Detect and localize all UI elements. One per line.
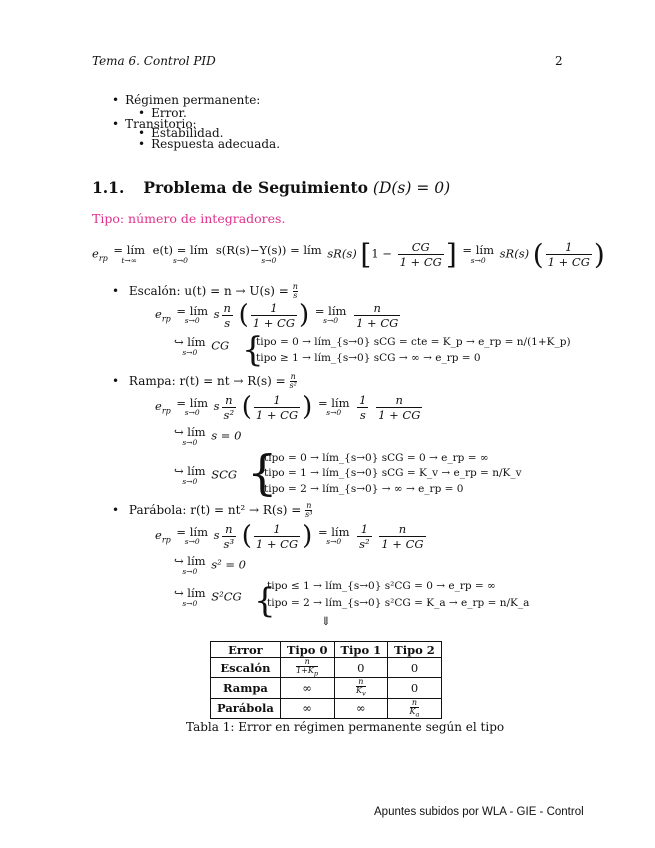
rampa-brace: { (247, 445, 278, 501)
table-caption: Tabla 1: Error en régimen permanente según el tipo (186, 720, 505, 734)
escalon-brace: { (242, 330, 264, 370)
bullet-escalon: • Escalón: u(t) = n → U(s) = $\frac{n}{s}$ (112, 283, 298, 300)
table-header-row (211, 642, 442, 658)
down-arrow: ⇓ (321, 614, 331, 628)
section-condition: (D(s) = 0) (372, 179, 451, 197)
table-cell: ∞ (280, 678, 334, 698)
row-label: Parábola (211, 698, 281, 718)
bullet-rampa: • Rampa: r(t) = nt → R(s) = $\frac{n}{\text{s²}}$ (112, 373, 297, 390)
parabola-eq1: $e_{rp}$ = lím s→0 s $\frac{n}{\text{s³}}$ ( $\frac{1}{1 + CG}$ ) = lím s→0 $\frac{1}{\text{s²}}$ $\frac{n}{1 + CG}$ (155, 521, 424, 551)
section-number: 1.1. (92, 178, 125, 197)
error-table (210, 641, 442, 719)
table-row (211, 698, 442, 718)
table-row (211, 678, 442, 698)
rampa-eq3: ↪ lím s→0 SCG (174, 464, 238, 486)
table-header: Tipo 1 (334, 642, 388, 658)
table-cell: 0 (388, 678, 442, 698)
table-cell: ∞ (280, 698, 334, 718)
section-title: Problema de Seguimiento (143, 178, 368, 197)
escalon-eq1: $e_{rp}$ = lím s→0 s $\frac{n}{s}$ ( $\frac{1}{1 + CG}$ ) = lím s→0 $\frac{n}{1 + CG}$ (155, 300, 399, 330)
row-label: Escalón (211, 658, 281, 678)
parabola-case-2: tipo = 2 → lím_{s→0} s²CG = K_a → e_rp = n/K_a (267, 597, 530, 609)
footer-note: Apuntes subidos por WLA - GIE - Control (374, 806, 584, 818)
parabola-case-1: tipo ≤ 1 → lím_{s→0} s²CG = 0 → e_rp = ∞ (267, 580, 496, 592)
parabola-brace: { (254, 581, 276, 621)
table-cell: $\frac{n}{1+K_p}$ (280, 658, 334, 678)
table-header: Tipo 0 (280, 642, 334, 658)
bullet-respuesta: • Respuesta adecuada. (138, 137, 280, 151)
tip-line: Tipo: número de integradores. (92, 211, 286, 226)
table-header: Error (211, 642, 281, 658)
main-equation: $e_{rp}$ = lím t→∞ e(t) = lím s→0 s(R(s)−Y(s)) = lím s→0 sR(s) [1 − $\frac{CG}{1 + CG}$ ] = lím s→0 sR(s) ( $\frac{1}{1 + CG}$ ) (92, 238, 605, 271)
rampa-case-3: tipo = 2 → lím_{s→0} → ∞ → e_rp = 0 (264, 483, 464, 495)
bullet-regimen: • Régimen permanente: (112, 93, 260, 107)
page-number: 2 (555, 54, 563, 68)
table-cell: $\frac{n}{K_v}$ (334, 678, 388, 698)
bullet-error: • Error. (138, 106, 187, 120)
escalon-case-1: tipo = 0 → lím_{s→0} sCG = cte = K_p → e_rp = n/(1+K_p) (256, 336, 571, 348)
escalon-case-2: tipo ≥ 1 → lím_{s→0} sCG → ∞ → e_rp = 0 (256, 352, 481, 364)
table-header: Tipo 2 (388, 642, 442, 658)
table-cell: 0 (334, 658, 388, 678)
rampa-case-2: tipo = 1 → lím_{s→0} sCG = K_v → e_rp = n/K_v (264, 467, 522, 479)
table-cell: $\frac{n}{K_a}$ (388, 698, 442, 718)
parabola-eq2: ↪ lím s→0 s² = 0 (174, 554, 246, 576)
bullet-transitorio: • Transitorio: (112, 117, 197, 131)
table-cell: 0 (388, 658, 442, 678)
rampa-eq1: $e_{rp}$ = lím s→0 s $\frac{n}{\text{s²}}$ ( $\frac{1}{1 + CG}$ ) = lím s→0 $\frac{1}{s}$ $\frac{n}{1 + CG}$ (155, 392, 421, 422)
rampa-case-1: tipo = 0 → lím_{s→0} sCG = 0 → e_rp = ∞ (264, 452, 489, 464)
rampa-eq2: ↪ lím s→0 s = 0 (174, 425, 242, 447)
parabola-eq3: ↪ lím s→0 S²CG (174, 586, 242, 608)
bullet-parabola: • Parábola: r(t) = nt² → R(s) = $\frac{n}{\text{s³}}$ (112, 502, 312, 519)
running-header: Tema 6. Control PID (92, 54, 216, 68)
bullet-estabilidad: • Estabilidad. (138, 126, 224, 140)
table-cell: ∞ (334, 698, 388, 718)
escalon-eq2: ↪ lím s→0 CG (174, 335, 230, 357)
table-row (211, 658, 442, 678)
row-label: Rampa (211, 678, 281, 698)
section-heading (92, 178, 450, 197)
